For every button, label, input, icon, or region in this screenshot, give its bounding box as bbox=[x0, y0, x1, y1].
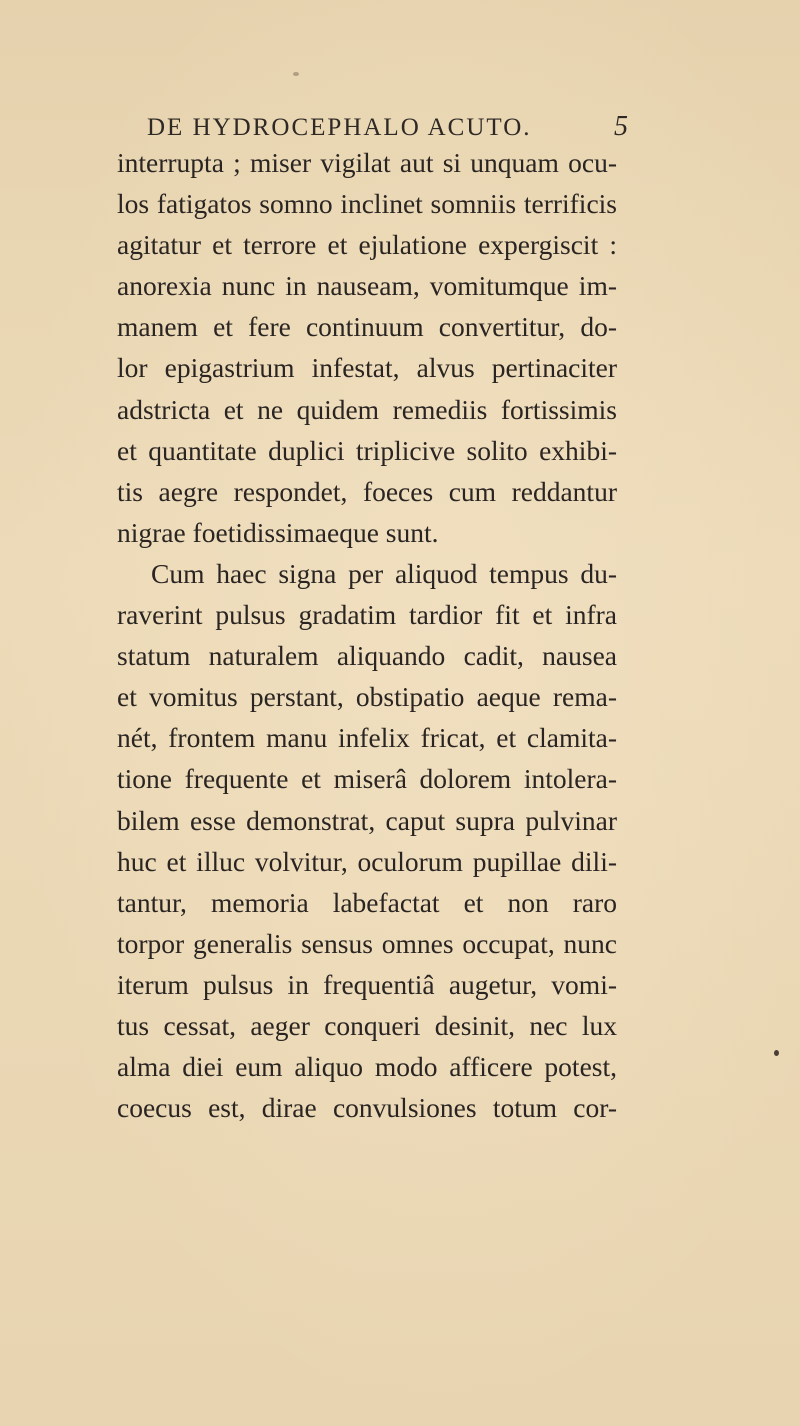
text-line: iterum pulsus in frequentiâ augetur, vomi- bbox=[117, 968, 617, 1000]
text-line: lor epigastrium infestat, alvus pertinaciter bbox=[117, 352, 617, 384]
text-line: tus cessat, aeger conqueri desinit, nec lux bbox=[117, 1009, 617, 1041]
text-line: statum naturalem aliquando cadit, nausea bbox=[117, 640, 617, 672]
text-line: adstricta et ne quidem remediis fortissimis bbox=[117, 393, 617, 425]
text-line: torpor generalis sensus omnes occupat, nunc bbox=[117, 927, 617, 959]
running-title: DE HYDROCEPHALO ACUTO. bbox=[147, 114, 532, 141]
paragraph-end-line: nigrae foetidissimaeque sunt. bbox=[117, 516, 439, 548]
text-line: interrupta ; miser vigilat aut si unquam ocu- bbox=[117, 147, 617, 178]
text-line: tis aegre respondet, foeces cum reddantur bbox=[117, 475, 617, 507]
text-line: tione frequente et miserâ dolorem intolera- bbox=[117, 763, 617, 795]
paragraph-start-line: Cum haec signa per aliquod tempus du- bbox=[151, 557, 617, 589]
text-line: anorexia nunc in nauseam, vomitumque im- bbox=[117, 270, 617, 302]
text-line: manem et fere continuum convertitur, do- bbox=[117, 311, 617, 343]
text-line: raverint pulsus gradatim tardior fit et infra bbox=[117, 599, 617, 631]
text-line: coecus est, dirae convulsiones totum cor- bbox=[117, 1092, 617, 1124]
text-line: huc et illuc volvitur, oculorum pupillae dili- bbox=[117, 845, 617, 877]
text-line: tantur, memoria labefactat et non raro bbox=[117, 886, 617, 918]
body-text bbox=[117, 142, 617, 1128]
text-line: agitatur et terrore et ejulatione expergiscit : bbox=[117, 229, 617, 261]
ink-speck bbox=[774, 1050, 779, 1056]
text-line: los fatigatos somno inclinet somniis terrificis bbox=[117, 188, 617, 220]
page-number: 5 bbox=[614, 111, 628, 142]
text-line: bilem esse demonstrat, caput supra pulvinar bbox=[117, 804, 617, 836]
text-line: alma diei eum aliquo modo afficere potest, bbox=[117, 1051, 617, 1083]
text-line: et vomitus perstant, obstipatio aeque rema- bbox=[117, 681, 617, 713]
text-line: nét, frontem manu infelix fricat, et clamita- bbox=[117, 722, 617, 754]
ink-speck bbox=[293, 72, 299, 76]
text-line: et quantitate duplici triplicive solito exhibi- bbox=[117, 434, 617, 466]
